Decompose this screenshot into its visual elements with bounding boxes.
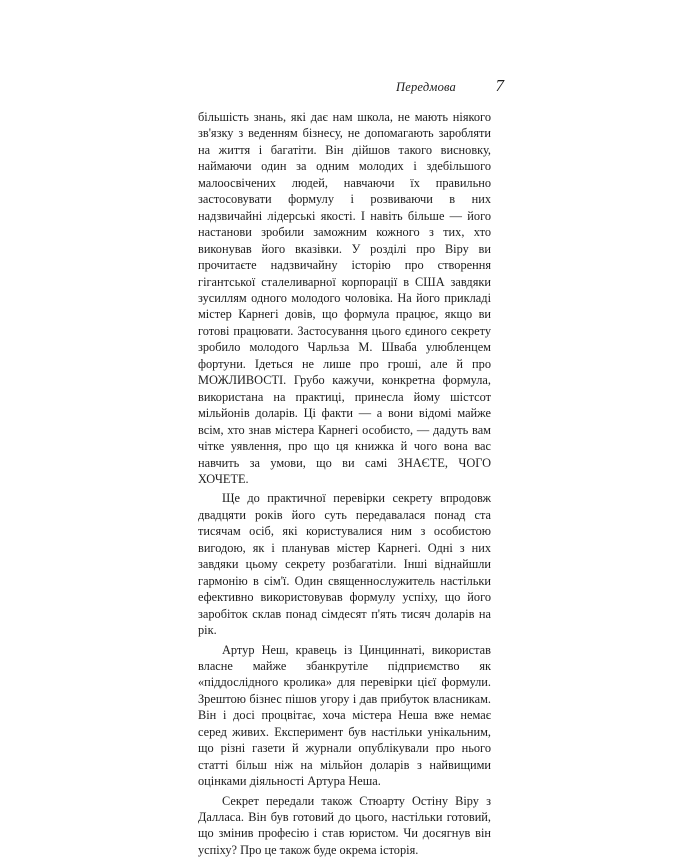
body-text [198, 109, 491, 858]
section-title: Передмова [396, 80, 457, 94]
running-header [396, 76, 522, 98]
paragraph: Артур Неш, кравець із Цинциннаті, використав власне майже збанкрутіле підприємство як «піддослідного кролика» для перевірки цієї формули. Зрештою бізнес пішов угору і дав прибуток власникам. Він і досі процвітає, хоча містера Неша вже немає серед живих. Експеримент був настільки унікальним, що різні газети й журнали опублікували про нього статті більш ніж на мільйон доларів з найвищими оцінками діяльності Артура Неша. [198, 642, 491, 789]
paragraph: Секрет передали також Стюарту Остіну Віру з Далласа. Він був готовий до цього, настільки готовий, що змінив професію і став юристом. Чи досягнув він успіху? Про це також буде окрема історія. [198, 793, 491, 857]
paragraph-continued: більшість знань, які дає нам школа, не мають ніякого зв'язку з веденням бізнесу, не допомагають заробляти на життя і багатіти. Він дійшов такого висновку, наймаючи один за одним молодих і здебільшого малоосвічених людей, навчаючи їх правильно застосовувати формулу і розвиваючи в них надзвичайні лідерські якості. І навіть більше — його настанови зробили заможним кожного з тих, хто виконував його вказівки. У розділі про Віру ви прочитаєте надзвичайну історію про створення гігантської сталеливарної корпорації в США завдяки зусиллям одного молодого чоловіка. На його прикладі містер Карнегі довів, що формула працює, якщо ви готові працювати. Застосування цього єдиного секрету зробило молодого Чарльза М. Шваба улюбленцем фортуни. Ідеться не лише про гроші, але й про МОЖЛИВОСТІ. Грубо кажучи, конкретна формула, використана на практиці, принесла йому шістсот мільйонів доларів. Ці факти — а вони відомі майже всім, хто знав містера Карнегі особисто, — дадуть вам чітке уявлення, про що ця книжка й чого вона вас навчить за умови, що ви самі ЗНАЄТЕ, ЧОГО ХОЧЕТЕ. [198, 110, 491, 486]
paragraph: Ще до практичної перевірки секрету впродовж двадцяти років його суть передавалася понад ста тисячам осіб, які користувалися ним з особистою вигодою, як і планував містер Карнегі. Одні з них завдяки цьому секрету розбагатіли. Інші віднайшли гармонію в сім'ї. Один священнослужитель настільки ефективно використовував формулу успіху, що його заробіток склав понад сімдесят п'ять тисяч доларів на рік. [198, 491, 491, 638]
page-number: 7 [495, 76, 504, 95]
